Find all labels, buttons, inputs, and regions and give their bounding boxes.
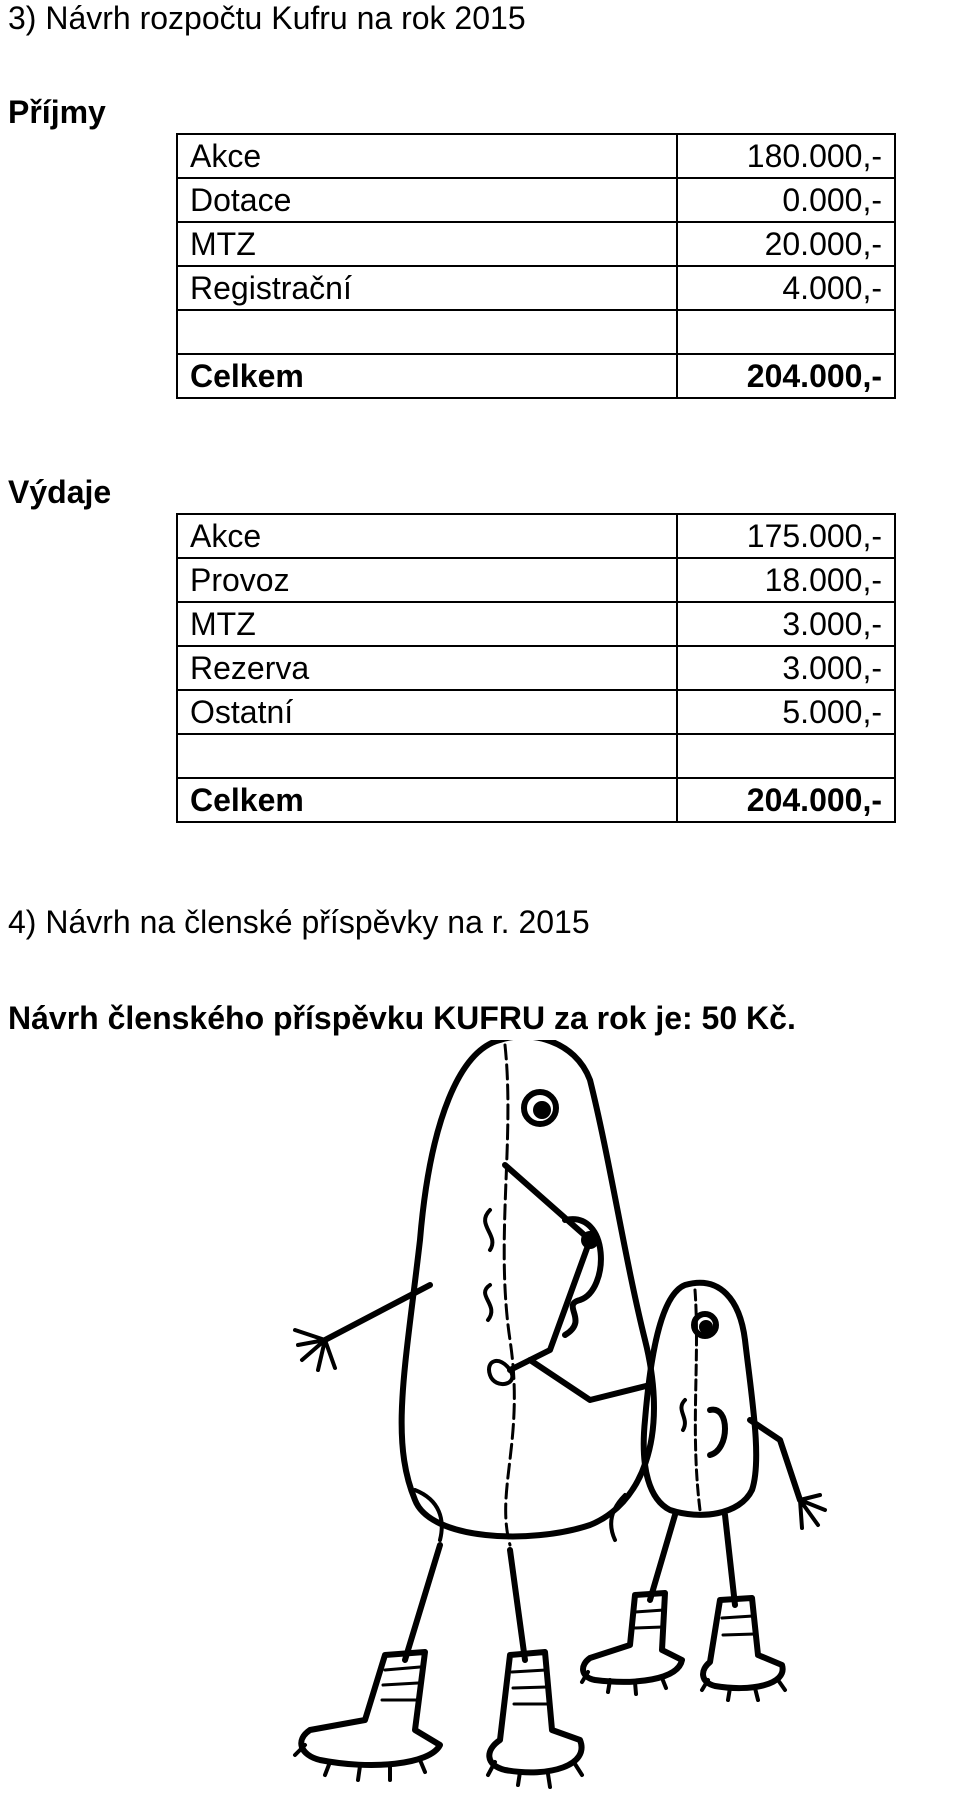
expense-amount: 3.000,- [677, 602, 895, 646]
membership-fee-statement: Návrh členského příspěvku KUFRU za rok je: 50 Kč. [8, 1000, 796, 1036]
income-label: Registrační [177, 266, 677, 310]
expenses-total-amount: 204.000,- [677, 778, 895, 822]
table-row [177, 690, 895, 734]
hiking-characters-icon [290, 1040, 910, 1800]
income-amount: 180.000,- [677, 134, 895, 178]
table-row [177, 646, 895, 690]
table-row [177, 734, 895, 778]
income-label: Dotace [177, 178, 677, 222]
income-label: Akce [177, 134, 677, 178]
income-label: MTZ [177, 222, 677, 266]
table-row [177, 134, 895, 178]
expense-label: Ostatní [177, 690, 677, 734]
table-row [177, 266, 895, 310]
table-row [177, 514, 895, 558]
section4-title: 4) Návrh na členské příspěvky na r. 2015 [8, 904, 590, 940]
income-amount: 0.000,- [677, 178, 895, 222]
expense-amount [677, 734, 895, 778]
income-total-label: Celkem [177, 354, 677, 398]
expenses-heading: Výdaje [8, 474, 112, 510]
expense-label: Rezerva [177, 646, 677, 690]
income-amount [677, 310, 895, 354]
expense-label [177, 734, 677, 778]
income-total-amount: 204.000,- [677, 354, 895, 398]
income-total-row [177, 354, 895, 398]
expense-amount: 5.000,- [677, 690, 895, 734]
income-heading: Příjmy [8, 94, 106, 130]
expense-label: Provoz [177, 558, 677, 602]
income-label [177, 310, 677, 354]
expense-amount: 175.000,- [677, 514, 895, 558]
table-row [177, 310, 895, 354]
section3-title: 3) Návrh rozpočtu Kufru na rok 2015 [8, 0, 526, 36]
expense-amount: 18.000,- [677, 558, 895, 602]
income-table [176, 133, 896, 399]
table-row [177, 178, 895, 222]
expenses-total-row [177, 778, 895, 822]
table-row [177, 222, 895, 266]
income-amount: 20.000,- [677, 222, 895, 266]
table-row [177, 602, 895, 646]
table-row [177, 558, 895, 602]
expenses-table [176, 513, 896, 823]
expenses-total-label: Celkem [177, 778, 677, 822]
expense-label: Akce [177, 514, 677, 558]
expense-label: MTZ [177, 602, 677, 646]
expense-amount: 3.000,- [677, 646, 895, 690]
income-amount: 4.000,- [677, 266, 895, 310]
